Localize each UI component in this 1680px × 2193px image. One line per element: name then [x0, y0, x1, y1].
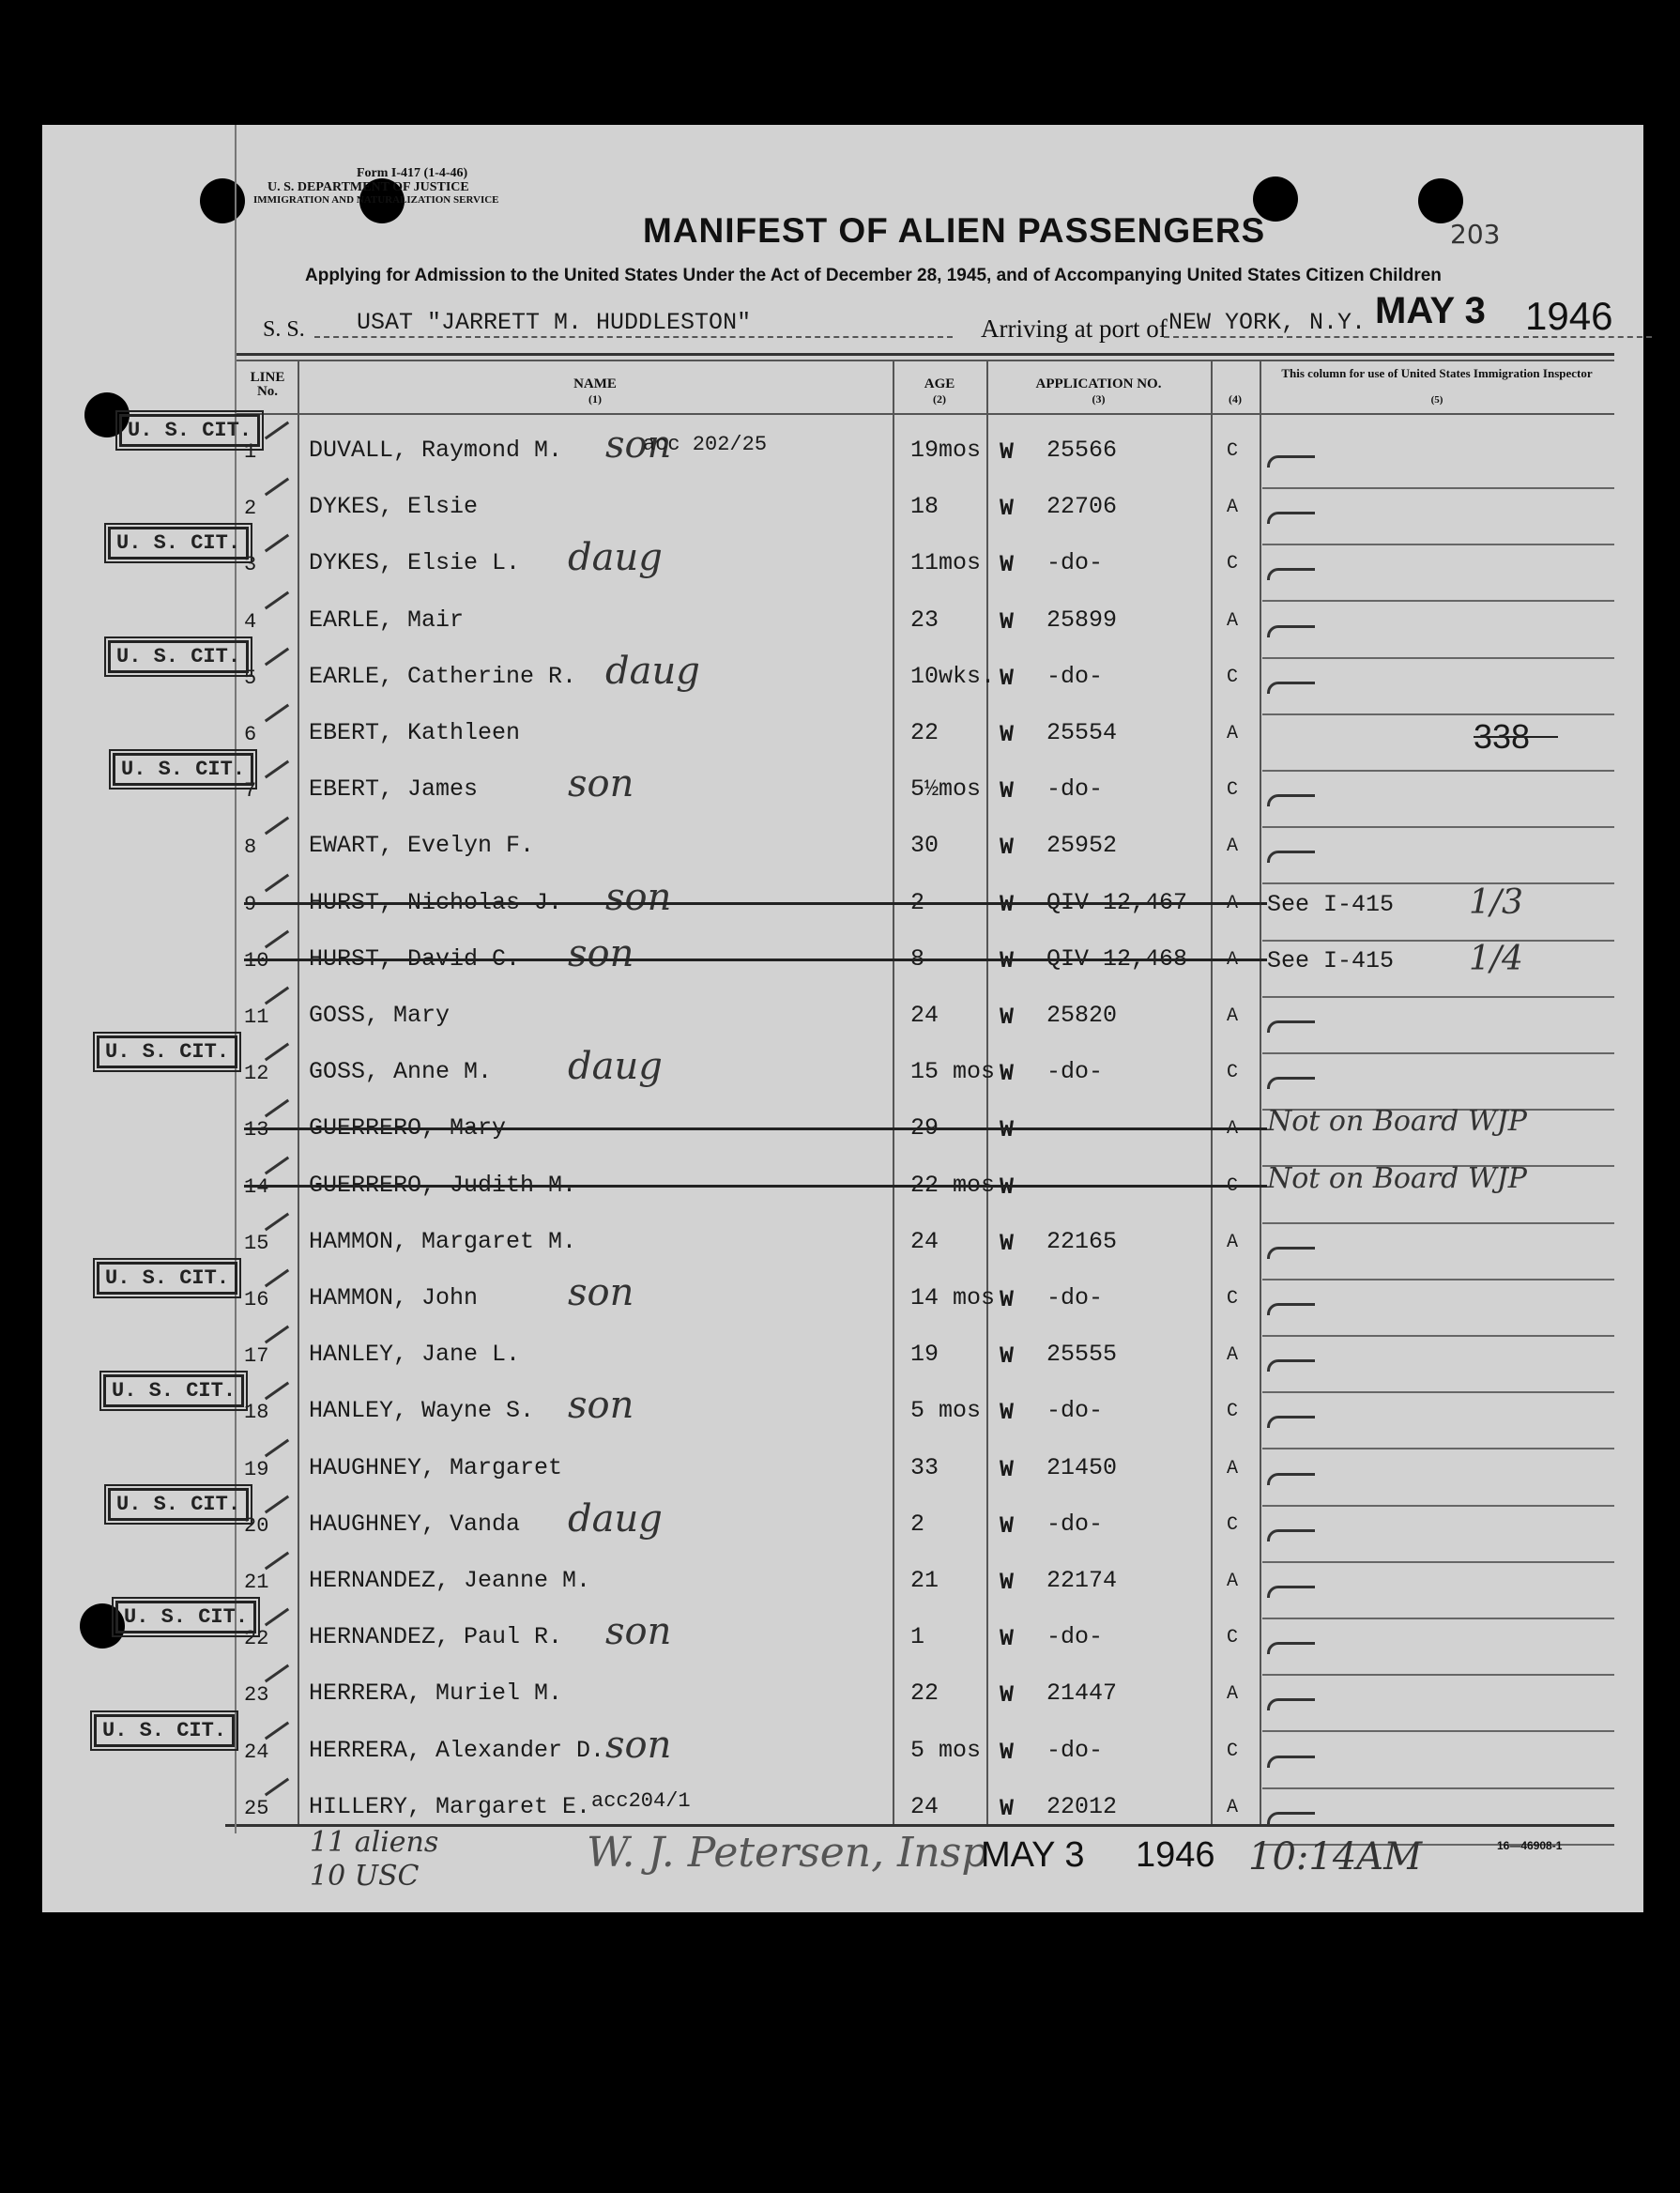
us-cit-stamp: U. S. CIT.: [97, 1035, 237, 1068]
us-cit-stamp: U. S. CIT.: [108, 527, 249, 560]
passenger-name: HAMMON, John: [309, 1284, 479, 1311]
class-code: A: [1227, 949, 1239, 971]
application-number: -do-: [1046, 1737, 1104, 1764]
inspector-note: See I-415: [1267, 947, 1395, 974]
line-number: 5: [244, 667, 257, 690]
passenger-name: DYKES, Elsie L.: [309, 549, 521, 576]
check-mark: [1267, 1812, 1315, 1824]
application-number: QIV 12,468: [1046, 945, 1188, 973]
check-mark: [1267, 1642, 1315, 1654]
passenger-name: EBERT, Kathleen: [309, 719, 521, 746]
age: 5 mos: [910, 1737, 982, 1764]
age: 5 mos: [910, 1397, 982, 1424]
line-number: 9: [244, 893, 257, 916]
passenger-name: HERNANDEZ, Jeanne M.: [309, 1567, 591, 1594]
age: 21: [910, 1567, 939, 1594]
application-number: 25555: [1046, 1341, 1118, 1368]
application-number: 22165: [1046, 1228, 1118, 1255]
age: 5½mos: [910, 775, 982, 803]
check-mark: [1267, 851, 1315, 863]
line-number: 23: [244, 1683, 269, 1707]
row-rule: [1262, 1391, 1614, 1393]
age: 22 mos: [910, 1172, 996, 1199]
relation-note: son: [568, 1271, 634, 1314]
class-code: A: [1227, 893, 1239, 914]
inspector-note: Not on Board WJP: [1267, 1162, 1527, 1195]
age: 10wks.: [910, 663, 996, 690]
punch-hole: [200, 178, 245, 223]
strike-line: [244, 958, 1267, 961]
class-code: A: [1227, 1571, 1239, 1592]
row-rule: [1262, 1222, 1614, 1224]
strike-line: [244, 1127, 1267, 1130]
age: 24: [910, 1002, 939, 1029]
w-marker: W: [1000, 608, 1015, 636]
inspector-note: See I-415: [1267, 891, 1395, 918]
age: 19: [910, 1341, 939, 1368]
us-cit-stamp: U. S. CIT.: [115, 1601, 256, 1633]
passenger-name: GOSS, Anne M.: [309, 1058, 493, 1085]
passenger-name: EARLE, Catherine R.: [309, 663, 577, 690]
tally-aliens: 11 aliens: [310, 1826, 439, 1859]
row-rule: [1262, 826, 1614, 828]
accompanying-note: acc204/1: [591, 1789, 691, 1813]
row-rule: [1262, 1052, 1614, 1054]
row-rule: [1262, 770, 1614, 772]
relation-note: son: [605, 423, 672, 467]
w-marker: W: [1000, 438, 1015, 466]
age: 30: [910, 832, 939, 859]
col-header-name-num: (1): [588, 392, 602, 406]
arrival-date-stamp: MAY 3: [1375, 290, 1486, 331]
w-marker: W: [1000, 1173, 1015, 1201]
passenger-name: HURST, David C.: [309, 945, 521, 973]
check-mark: [1267, 1247, 1315, 1259]
strike-line: [244, 902, 1267, 905]
age: 22: [910, 1679, 939, 1707]
row-rule: [1262, 1561, 1614, 1563]
relation-note: daug: [605, 650, 700, 693]
class-code: A: [1227, 836, 1239, 857]
row-rule: [1262, 1618, 1614, 1619]
passenger-name: EBERT, James: [309, 775, 479, 803]
line-number: 8: [244, 836, 257, 859]
class-code: C: [1227, 1627, 1239, 1649]
footer-year-stamp: 1946: [1136, 1835, 1215, 1875]
age: 24: [910, 1793, 939, 1820]
us-cit-stamp: U. S. CIT.: [94, 1714, 235, 1747]
line-number: 17: [244, 1344, 269, 1368]
age: 22: [910, 719, 939, 746]
age: 2: [910, 1511, 925, 1538]
row-rule: [1262, 600, 1614, 602]
ss-label: S. S.: [263, 317, 305, 342]
tick-mark: [265, 422, 289, 440]
w-marker: W: [1000, 777, 1015, 805]
class-code: C: [1227, 1514, 1239, 1536]
check-mark: [1267, 1529, 1315, 1541]
class-code: A: [1227, 1005, 1239, 1027]
age: 1: [910, 1623, 925, 1650]
w-marker: W: [1000, 1795, 1015, 1822]
row-rule: [1262, 1730, 1614, 1732]
inspector-number: 338: [1474, 717, 1531, 756]
passenger-name: DYKES, Elsie: [309, 493, 479, 520]
punch-hole: [1418, 178, 1463, 223]
row-rule: [1262, 1448, 1614, 1449]
passenger-name: HERNANDEZ, Paul R.: [309, 1623, 563, 1650]
inspector-signature: W. J. Petersen, Insp: [587, 1829, 988, 1877]
relation-note: son: [605, 876, 672, 919]
class-code: C: [1227, 1062, 1239, 1083]
print-code: 16—46908-1: [1497, 1839, 1563, 1852]
w-marker: W: [1000, 1456, 1015, 1483]
class-code: A: [1227, 1344, 1239, 1366]
check-mark: [1267, 568, 1315, 580]
relation-note: son: [605, 1724, 672, 1767]
class-code: C: [1227, 1401, 1239, 1422]
passenger-name: HILLERY, Margaret E.: [309, 1793, 591, 1820]
w-marker: W: [1000, 1060, 1015, 1087]
age: 19mos: [910, 437, 982, 464]
form-number: Form I-417 (1-4-46): [357, 166, 468, 180]
accompanying-note: acc 202/25: [643, 433, 768, 456]
class-code: C: [1227, 553, 1239, 575]
row-rule: [1262, 1674, 1614, 1676]
line-number: 21: [244, 1571, 269, 1594]
line-number: 25: [244, 1797, 269, 1820]
w-marker: W: [1000, 1681, 1015, 1709]
line-number: 20: [244, 1514, 269, 1538]
application-number: 22706: [1046, 493, 1118, 520]
w-marker: W: [1000, 947, 1015, 974]
application-number: -do-: [1046, 775, 1104, 803]
relation-note: son: [568, 762, 634, 805]
passenger-name: GUERRERO, Mary: [309, 1114, 507, 1142]
manifest-sheet: [42, 125, 1643, 1912]
row-rule: [1262, 940, 1614, 942]
col-header-inspector: This column for use of United States Immigration Inspector: [1281, 366, 1593, 380]
w-marker: W: [1000, 891, 1015, 918]
application-number: -do-: [1046, 663, 1104, 690]
row-rule: [1262, 1505, 1614, 1507]
line-number: 10: [244, 949, 269, 973]
tally-usc: 10 USC: [310, 1860, 420, 1893]
relation-note: daug: [568, 536, 663, 579]
arriving-label: Arriving at port of: [981, 314, 1168, 343]
passenger-name: HERRERA, Muriel M.: [309, 1679, 563, 1707]
w-marker: W: [1000, 1342, 1015, 1370]
check-mark: [1267, 794, 1315, 806]
line-number: 7: [244, 779, 257, 803]
age: 11mos: [910, 549, 982, 576]
application-number: -do-: [1046, 1511, 1104, 1538]
col-header-application: APPLICATION NO.: [1035, 376, 1162, 391]
application-number: -do-: [1046, 549, 1104, 576]
strike-line: [244, 1185, 1267, 1188]
col-header-age: AGE: [924, 376, 955, 391]
class-code: C: [1227, 779, 1239, 801]
w-marker: W: [1000, 1116, 1015, 1143]
us-cit-stamp: U. S. CIT.: [97, 1262, 237, 1295]
form-subtitle: Applying for Admission to the United States Under the Act of December 28, 1945, and of Accompanying United States Citizen Children: [305, 266, 1442, 285]
relation-note: daug: [568, 1045, 663, 1088]
table-top-rule-2: [235, 360, 1614, 361]
w-marker: W: [1000, 665, 1015, 692]
check-mark: [1267, 1359, 1315, 1372]
page-number: 203: [1450, 219, 1501, 250]
row-rule: [1262, 1335, 1614, 1337]
application-number: -do-: [1046, 1397, 1104, 1424]
application-number: 25952: [1046, 832, 1118, 859]
application-number: 22174: [1046, 1567, 1118, 1594]
passenger-name: HURST, Nicholas J.: [309, 889, 563, 916]
application-number: -do-: [1046, 1284, 1104, 1311]
strike-line: [1474, 736, 1558, 738]
w-marker: W: [1000, 1286, 1015, 1313]
check-mark: [1267, 1698, 1315, 1710]
age: 2: [910, 889, 925, 916]
arrival-year-stamp: 1946: [1525, 294, 1613, 338]
line-number: 24: [244, 1741, 269, 1764]
age: 8: [910, 945, 925, 973]
row-rule: [1262, 1279, 1614, 1281]
age: 24: [910, 1228, 939, 1255]
passenger-name: HAUGHNEY, Vanda: [309, 1511, 521, 1538]
w-marker: W: [1000, 1739, 1015, 1766]
service: IMMIGRATION AND NATURALIZATION SERVICE: [253, 194, 499, 206]
passenger-name: GOSS, Mary: [309, 1002, 451, 1029]
passenger-name: GUERRERO, Judith M.: [309, 1172, 577, 1199]
check-mark: [1267, 1756, 1315, 1768]
us-cit-stamp: U. S. CIT.: [113, 753, 253, 786]
w-marker: W: [1000, 495, 1015, 522]
line-number: 1: [244, 440, 257, 464]
passenger-name: EWART, Evelyn F.: [309, 832, 535, 859]
line-number: 18: [244, 1401, 269, 1424]
check-mark: [1267, 1416, 1315, 1428]
line-number: 3: [244, 553, 257, 576]
footer-date-stamp: MAY 3: [981, 1835, 1085, 1875]
us-cit-stamp: U. S. CIT.: [108, 1488, 249, 1521]
table-top-rule: [235, 353, 1614, 356]
relation-note: son: [568, 1384, 634, 1427]
w-marker: W: [1000, 834, 1015, 861]
check-mark: [1267, 1020, 1315, 1033]
w-marker: W: [1000, 1399, 1015, 1426]
line-number: 15: [244, 1232, 269, 1255]
relation-note: daug: [568, 1497, 663, 1541]
col-header-inspector-num: (5): [1430, 394, 1443, 406]
check-mark: [1267, 1303, 1315, 1315]
row-rule: [1262, 657, 1614, 659]
class-code: C: [1227, 440, 1239, 462]
us-cit-stamp: U. S. CIT.: [119, 414, 260, 447]
inspector-note: Not on Board WJP: [1267, 1105, 1527, 1138]
ship-underline: [314, 336, 953, 338]
class-code: C: [1227, 1741, 1239, 1762]
passenger-name: HAUGHNEY, Margaret: [309, 1454, 563, 1481]
class-code: A: [1227, 1232, 1239, 1253]
class-code: A: [1227, 1118, 1239, 1140]
check-mark: [1267, 1473, 1315, 1485]
w-marker: W: [1000, 721, 1015, 748]
application-number: QIV 12,467: [1046, 889, 1188, 916]
check-mark: [1267, 625, 1315, 637]
class-code: A: [1227, 723, 1239, 744]
class-code: A: [1227, 1797, 1239, 1818]
line-number: 14: [244, 1175, 269, 1199]
passenger-name: HANLEY, Jane L.: [309, 1341, 521, 1368]
class-code: A: [1227, 1683, 1239, 1705]
application-number: 25566: [1046, 437, 1118, 464]
passenger-name: EARLE, Mair: [309, 606, 465, 634]
col-header-name: NAME: [573, 376, 617, 391]
check-mark: [1267, 1077, 1315, 1089]
w-marker: W: [1000, 551, 1015, 578]
ship-name: USAT "JARRETT M. HUDDLESTON": [357, 309, 752, 336]
age: 33: [910, 1454, 939, 1481]
us-cit-stamp: U. S. CIT.: [108, 640, 249, 673]
application-number: 22012: [1046, 1793, 1118, 1820]
row-rule: [1262, 1787, 1614, 1789]
line-number: 4: [244, 610, 257, 634]
age: 18: [910, 493, 939, 520]
col-header-4: (4): [1229, 392, 1242, 406]
check-mark: [1267, 455, 1315, 468]
w-marker: W: [1000, 1004, 1015, 1031]
passenger-name: HERRERA, Alexander D.: [309, 1737, 605, 1764]
w-marker: W: [1000, 1230, 1015, 1257]
line-number: 11: [244, 1005, 269, 1029]
application-number: -do-: [1046, 1623, 1104, 1650]
check-mark: [1267, 1586, 1315, 1598]
class-code: A: [1227, 497, 1239, 518]
row-rule: [1262, 544, 1614, 545]
check-mark: [1267, 512, 1315, 524]
inspector-fraction: 1/3: [1469, 883, 1523, 922]
table-header-rule: [235, 413, 1614, 415]
relation-note: son: [568, 932, 634, 975]
passenger-name: HANLEY, Wayne S.: [309, 1397, 535, 1424]
line-number: 2: [244, 497, 257, 520]
class-code: C: [1227, 1175, 1239, 1197]
w-marker: W: [1000, 1569, 1015, 1596]
class-code: A: [1227, 610, 1239, 632]
relation-note: son: [605, 1610, 672, 1653]
us-cit-stamp: U. S. CIT.: [103, 1374, 244, 1407]
application-number: 25554: [1046, 719, 1118, 746]
line-number: 12: [244, 1062, 269, 1085]
age: 15 mos: [910, 1058, 996, 1085]
w-marker: W: [1000, 1512, 1015, 1540]
line-number: 22: [244, 1627, 269, 1650]
age: 14 mos: [910, 1284, 996, 1311]
w-marker: W: [1000, 1625, 1015, 1652]
port-name: NEW YORK, N.Y.: [1168, 309, 1367, 336]
class-code: A: [1227, 1458, 1239, 1480]
age: 23: [910, 606, 939, 634]
age: 29: [910, 1114, 939, 1142]
line-number: 13: [244, 1118, 269, 1142]
col-header-age-num: (2): [933, 392, 946, 406]
row-rule: [1262, 996, 1614, 998]
page-title: MANIFEST OF ALIEN PASSENGERS: [643, 211, 1266, 250]
passenger-name: DUVALL, Raymond M.: [309, 437, 563, 464]
line-number: 16: [244, 1288, 269, 1311]
row-rule: [1262, 713, 1614, 715]
col-header-application-num: (3): [1092, 392, 1106, 406]
application-number: 25899: [1046, 606, 1118, 634]
application-number: 21447: [1046, 1679, 1118, 1707]
application-number: 21450: [1046, 1454, 1118, 1481]
col-header-line: LINE No.: [250, 370, 285, 399]
footer-time: 10:14AM: [1248, 1835, 1423, 1879]
class-code: C: [1227, 1288, 1239, 1310]
passenger-name: HAMMON, Margaret M.: [309, 1228, 577, 1255]
row-rule: [1262, 882, 1614, 884]
class-code: C: [1227, 667, 1239, 688]
application-number: 25820: [1046, 1002, 1118, 1029]
department: U. S. DEPARTMENT OF JUSTICE: [267, 180, 469, 194]
line-number: 19: [244, 1458, 269, 1481]
line-number: 6: [244, 723, 257, 746]
inspector-fraction: 1/4: [1469, 940, 1523, 978]
row-rule: [1262, 487, 1614, 489]
application-number: -do-: [1046, 1058, 1104, 1085]
check-mark: [1267, 682, 1315, 694]
